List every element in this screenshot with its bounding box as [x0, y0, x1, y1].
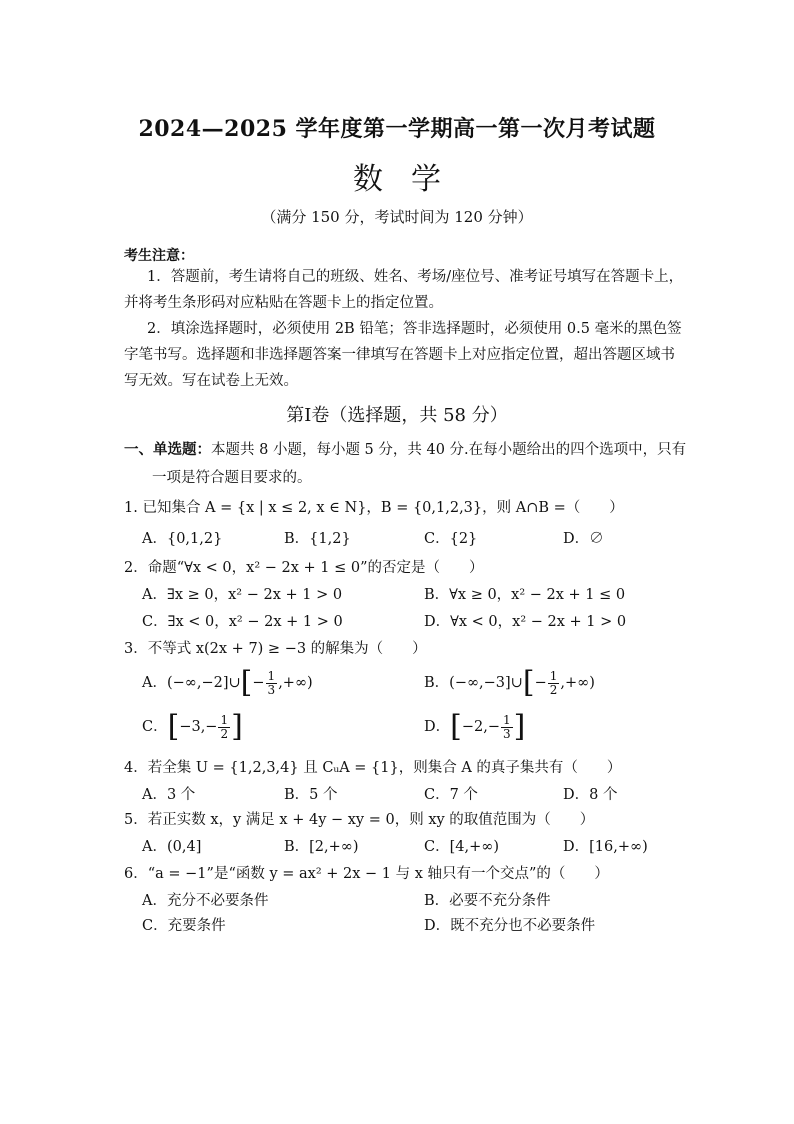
question-3-stem: 3．不等式 x(2x + 7) ≥ −3 的解集为（ ） [124, 641, 427, 657]
q3-option-a-label: A． [142, 675, 167, 691]
q3-option-b-post: ,+∞) [560, 675, 595, 691]
question-6-stem: 6．“a = −1”是“函数 y = ax² + 2x − 1 与 x 轴只有一个交点”的（ ） [124, 866, 609, 882]
part-heading [124, 438, 686, 459]
bracket-icon: ] [231, 709, 243, 744]
q1-option-a: A．{0,1,2} [142, 531, 223, 547]
q3-option-b: B．(−∞,−3]∪[− $\frac{1}{2}$ ,+∞) [424, 665, 595, 700]
fraction: $\frac{1}{2}$ [549, 668, 558, 697]
q5-option-b: B．[2,+∞) [284, 839, 359, 855]
notice-title: 考生注意： [124, 248, 194, 264]
q6-option-d: D．既不充分也不必要条件 [424, 918, 596, 934]
part-desc-line1: 本题共 8 小题，每小题 5 分，共 40 分.在每小题给出的四个选项中，只有 [211, 442, 687, 458]
q1-option-d: D．∅ [563, 531, 604, 547]
question-4-stem: 4．若全集 U = {1,2,3,4} 且 CᵤA = {1}，则集合 A 的真子集共有（ ） [124, 760, 622, 776]
q4-option-a: A．3 个 [142, 787, 196, 803]
notice-p1-line2: 并将考生条形码对应粘贴在答题卡上的指定位置。 [124, 295, 443, 311]
exam-meta: （满分 150 分，考试时间为 120 分钟） [261, 208, 533, 226]
q2-option-c: C．∃x < 0，x² − 2x + 1 > 0 [142, 614, 343, 630]
q3-option-c-label: C． [142, 719, 168, 735]
q6-option-b: B．必要不充分条件 [424, 893, 551, 909]
subject-title: 数学 [353, 162, 469, 197]
q3-option-c [142, 709, 243, 744]
bracket-icon: [ [240, 665, 253, 700]
notice-p2-line1: 2．填涂选择题时，必须使用 2B 铅笔；答非选择题时，必须使用 0.5 毫米的黑色签 [147, 321, 682, 337]
q4-option-d: D．8 个 [563, 787, 618, 803]
notice-p1-line1: 1．答题前，考生请将自己的班级、姓名、考场/座位号、准考证号填写在答题卡上， [147, 269, 684, 285]
q5-option-a: A．(0,4] [142, 839, 202, 855]
q5-option-d: D．[16,+∞) [563, 839, 648, 855]
q2-option-a: A．∃x ≥ 0，x² − 2x + 1 > 0 [142, 587, 343, 603]
fraction: $\frac{1}{3}$ [503, 712, 511, 741]
exam-title: 2024—2025 学年度第一学期高一第一次月考试题 [138, 116, 656, 142]
q6-option-c: C．充要条件 [142, 918, 226, 934]
q6-option-a: A．充分不必要条件 [142, 893, 269, 909]
q3-option-b-label: B． [424, 675, 450, 691]
bracket-icon: [ [167, 709, 180, 744]
q3-option-c-pre: −3,− [179, 719, 218, 735]
q3-option-a-post: ,+∞) [278, 675, 313, 691]
q3-option-a: A．(−∞,−2]∪[− $\frac{1}{3}$ ,+∞) [142, 665, 313, 700]
fraction: $\frac{1}{2}$ [220, 712, 229, 741]
section-title: 第Ⅰ卷（选择题，共 58 分） [286, 405, 508, 426]
question-2-stem: 2．命题“∀x < 0，x² − 2x + 1 ≤ 0”的否定是（ ） [124, 560, 484, 576]
q3-option-d [424, 709, 526, 744]
q3-option-a-pre: (−∞,−2]∪ [166, 675, 241, 691]
q3-option-d-label: D． [424, 719, 451, 735]
bracket-icon: ] [513, 709, 526, 744]
bracket-icon: [ [522, 665, 535, 700]
q5-option-c: C．[4,+∞) [424, 839, 499, 855]
q1-option-b: B．{1,2} [284, 531, 351, 547]
q4-option-c: C．7 个 [424, 787, 478, 803]
part-desc-line2: 一项是符合题目要求的。 [152, 470, 312, 486]
q1-option-c: C．{2} [424, 531, 478, 547]
q2-option-b: B．∀x ≥ 0，x² − 2x + 1 ≤ 0 [424, 587, 626, 603]
question-1-stem: 1. 已知集合 A = {x | x ≤ 2, x ∈ N}，B = {0,1,2,3}，则 A∩B =（ ） [124, 500, 624, 516]
notice-p2-line3: 写无效。写在试卷上无效。 [124, 373, 298, 389]
q2-option-d: D．∀x < 0，x² − 2x + 1 > 0 [424, 614, 627, 630]
bracket-icon: [ [450, 709, 462, 744]
notice-p2-line2: 字笔书写。选择题和非选择题答案一律填写在答题卡上对应指定位置，超出答题区域书 [124, 347, 675, 363]
q3-option-d-pre: −2,− [461, 719, 500, 735]
question-5-stem: 5．若正实数 x，y 满足 x + 4y − xy = 0，则 xy 的取值范围为（ ） [124, 812, 595, 828]
q4-option-b: B．5 个 [284, 787, 338, 803]
fraction: $\frac{1}{3}$ [267, 668, 276, 697]
part-label: 一、单选题： [124, 441, 211, 458]
q3-option-b-pre: (−∞,−3]∪ [449, 675, 523, 691]
